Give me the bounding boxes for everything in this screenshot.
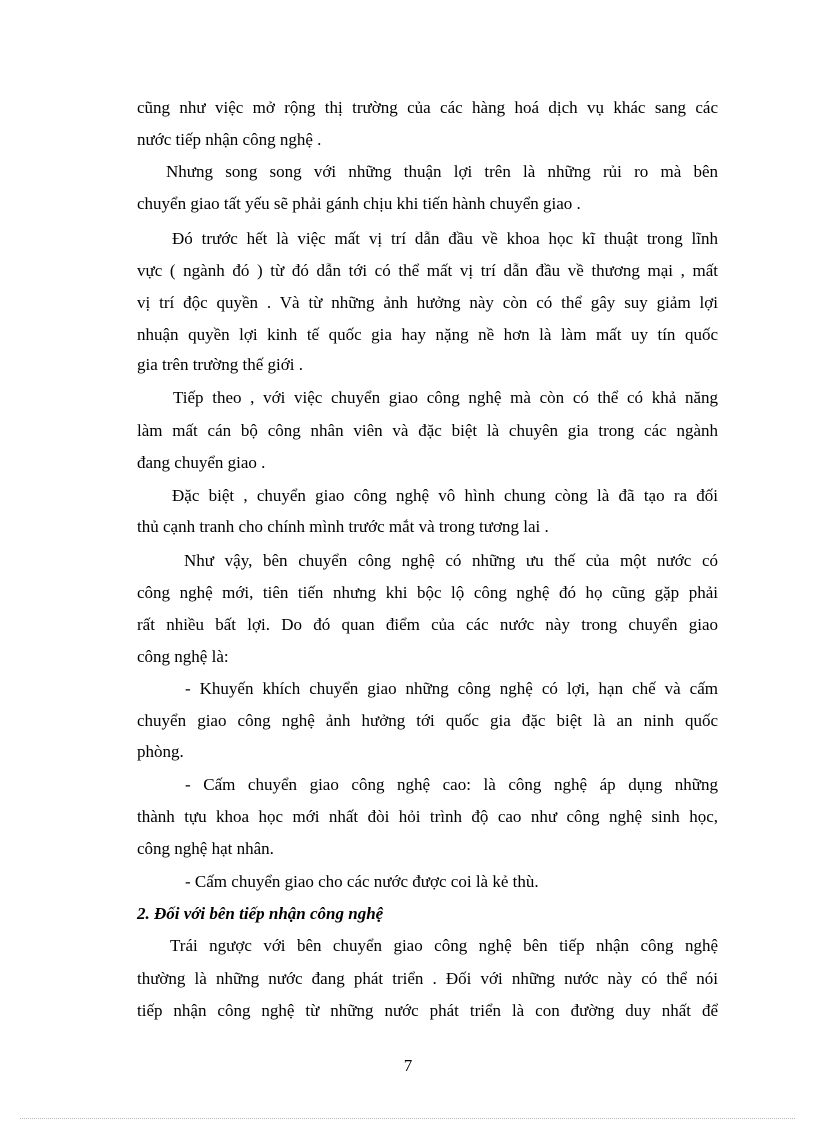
text-line: công nghệ là: bbox=[137, 647, 229, 666]
text-line: rất nhiều bất lợi. Do đó quan điểm của các nước này trong chuyển giao bbox=[137, 615, 718, 634]
text-line: đang chuyển giao . bbox=[137, 453, 266, 472]
text-line: thủ cạnh tranh cho chính mình trước mắt và trong tương lai . bbox=[137, 517, 549, 536]
bullet-item: - Cấm chuyển giao công nghệ cao: là công nghệ áp dụng những bbox=[185, 775, 718, 794]
text-line: thành tựu khoa học mới nhất đòi hỏi trình độ cao như công nghệ sinh học, bbox=[137, 807, 718, 826]
text-line: vị trí độc quyền . Và từ những ảnh hưởng này còn có thể gây suy giảm lợi bbox=[137, 293, 718, 312]
text-line: Tiếp theo , với việc chuyển giao công nghệ mà còn có thể có khả năng bbox=[173, 388, 718, 407]
text-line: chuyển giao tất yếu sẽ phải gánh chịu khi tiến hành chuyển giao . bbox=[137, 194, 581, 213]
text-line: chuyển giao công nghệ ảnh hưởng tới quốc gia đặc biệt là an ninh quốc bbox=[137, 711, 718, 730]
bullet-item: - Khuyến khích chuyển giao những công nghệ có lợi, hạn chế và cấm bbox=[185, 679, 718, 698]
text-line: nhuận quyền lợi kinh tế quốc gia hay nặng nề hơn là làm mất uy tín quốc bbox=[137, 325, 718, 344]
text-line: làm mất cán bộ công nhân viên và đặc biệt là chuyên gia trong các ngành bbox=[137, 421, 718, 440]
bullet-item: - Cấm chuyển giao cho các nước được coi là kẻ thù. bbox=[185, 872, 539, 891]
page-number: 7 bbox=[403, 1056, 413, 1075]
text-line: gia trên trường thế giới . bbox=[137, 355, 303, 374]
text-line: Nhưng song song với những thuận lợi trên là những rủi ro mà bên bbox=[166, 162, 718, 181]
text-line: công nghệ mới, tiên tiến nhưng khi bộc lộ công nghệ đó họ cũng gặp phải bbox=[137, 583, 718, 602]
text-line: tiếp nhận công nghệ từ những nước phát triển là con đường duy nhất để bbox=[137, 1001, 718, 1020]
text-line: Trái ngược với bên chuyển giao công nghệ bên tiếp nhận công nghệ bbox=[170, 936, 718, 955]
text-line: Như vậy, bên chuyển công nghệ có những ưu thế của một nước có bbox=[184, 551, 718, 570]
section-heading: 2. Đối với bên tiếp nhận công nghệ bbox=[137, 904, 384, 923]
text-line: công nghệ hạt nhân. bbox=[137, 839, 274, 858]
text-line: vực ( ngành đó ) từ đó dẫn tới có thể mất vị trí dẫn đầu về thương mại , mất bbox=[137, 261, 718, 280]
text-line: nước tiếp nhận công nghệ . bbox=[137, 130, 322, 149]
page-border bbox=[20, 1118, 795, 1119]
text-line: Đặc biệt , chuyển giao công nghệ vô hình chung còng là đã tạo ra đối bbox=[172, 486, 718, 505]
text-line: cũng như việc mở rộng thị trường của các hàng hoá dịch vụ khác sang các bbox=[137, 98, 718, 117]
text-line: thường là những nước đang phát triển . Đối với những nước này có thể nói bbox=[137, 969, 718, 988]
text-line: Đó trước hết là việc mất vị trí dẫn đầu về khoa học kĩ thuật trong lĩnh bbox=[172, 229, 718, 248]
text-line: phòng. bbox=[137, 742, 184, 761]
